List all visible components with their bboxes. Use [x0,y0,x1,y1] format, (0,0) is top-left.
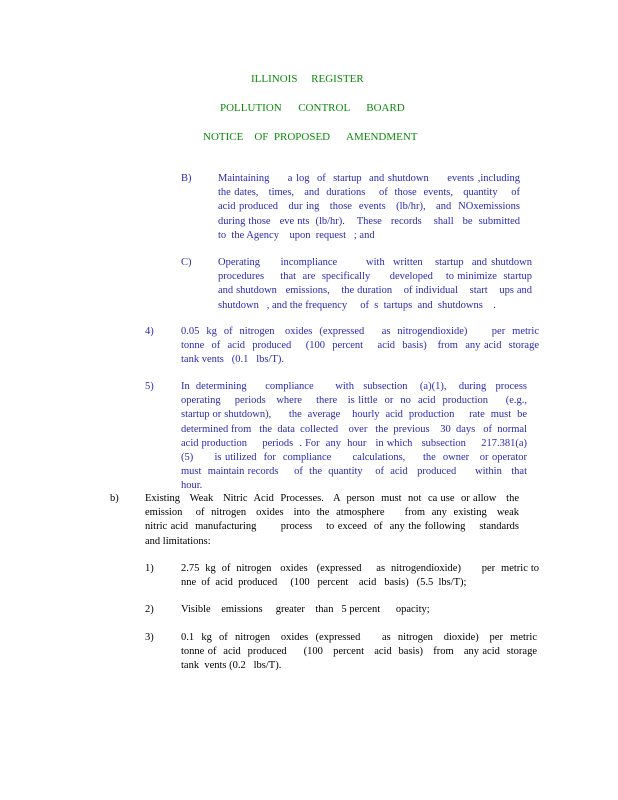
header-board-name: POLLUTION CONTROL BOARD [220,102,405,114]
item-text-4: 0.05 kg of nitrogen oxides (expressed as nitrogendioxide) per metric tonne of acid produced (100 percent acid basis) from any acid storage tank vents (0.1 lbs/T). [181,326,547,366]
item-marker-3: 3) [145,632,154,643]
item-marker-1: 1) [145,563,154,574]
item-text-C: Operating incompliance with written startup and shutdown procedures that are specifically developed to minimize startup and shutdown emissions, the duration of individual start ups and shutdown , and the frequency of s tartups and shutdowns . [218,257,540,311]
item-marker-4: 4) [145,326,154,337]
item-marker-b: b) [110,493,119,504]
item-text-B: Maintaining a log of startup and shutdown events ,including the dates, times, and durations of those events, quantity of acid produced dur ing those events (lb/hr), and NOxemissions during those eve nts (lb/hr). These records shall be submitted to the Agency upon request ; and [218,173,536,241]
item-marker-5: 5) [145,381,154,392]
item-text-1: 2.75 kg of nitrogen oxides (expressed as nitrogendioxide) per metric to nne of acid produced (100 percent acid basis) (5.5 lbs/T); [181,563,542,589]
item-text-5: In determining compliance with subsection (a)(1), during process operating periods where there is little or no acid production (e.g., startup or shutdown), the average hourly acid production rate must be determined from the data collected over the previous 30 days of normal acid production periods . For any hour in which subsection 217.381(a)(5) is utilized for compliance calculations, the owner or operator must maintain records of the quantity of acid produced within that hour. [181,381,535,492]
item-marker-2: 2) [145,604,154,615]
item-marker-C: C) [181,257,192,268]
item-marker-B: B) [181,173,192,184]
header-register-title: ILLINOIS REGISTER [251,73,364,85]
header-notice-title: NOTICE OF PROPOSED AMENDMENT [203,131,418,143]
item-text-3: 0.1 kg of nitrogen oxides (expressed as nitrogen dioxide) per metric tonne of acid produced (100 percent acid basis) from any acid storage tank vents (0.2 lbs/T). [181,632,545,672]
item-text-b: Existing Weak Nitric Acid Processes. A person must not ca use or allow the emission of nitrogen oxides into the atmosphere from any existing weak nitric acid manufacturing process to exceed of any the following standards and limitations: [145,493,533,547]
item-text-2: Visible emissions greater than 5 percent opacity; [181,604,430,615]
